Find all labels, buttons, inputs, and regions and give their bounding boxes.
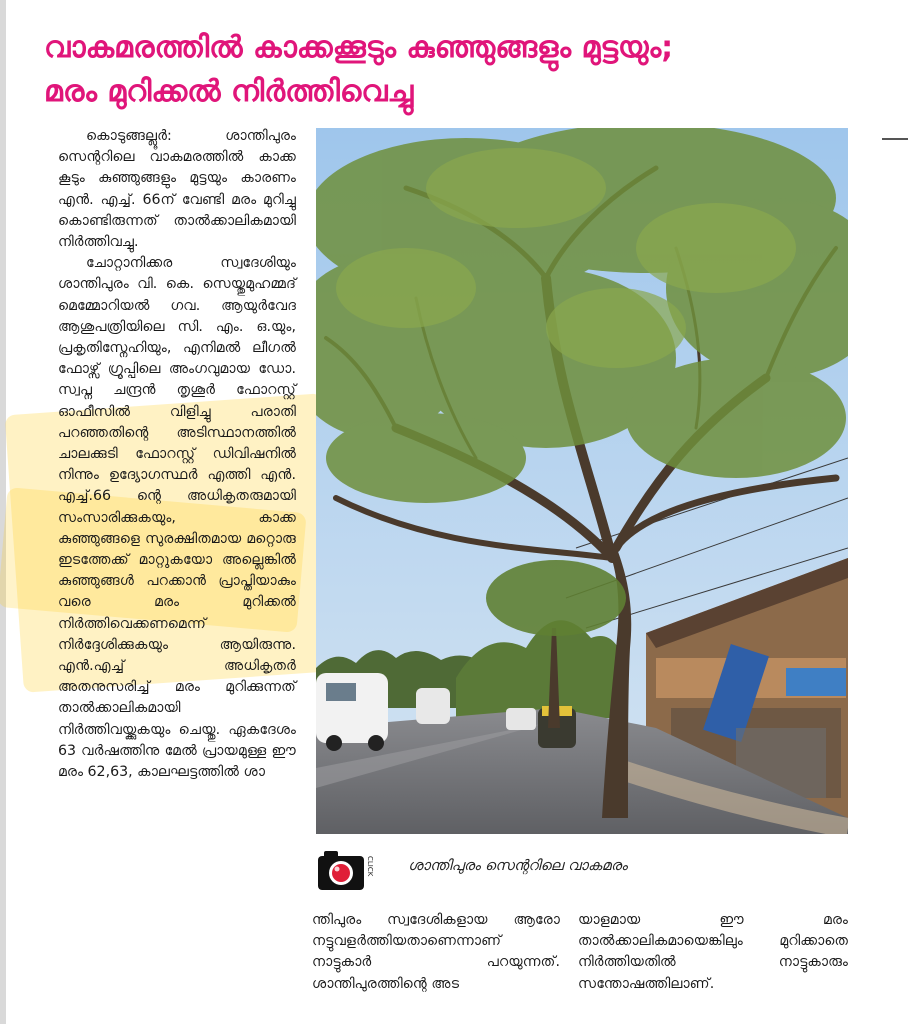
shop-signboard bbox=[786, 668, 846, 696]
article-paragraph-4: യാളമായ ഈ മരം താൽക്കാലികമായെങ്കിലും മുറിക്കാതെ നിർത്തിയതിൽ നാട്ടുകാരും സന്തോഷത്തിലാണ്. bbox=[578, 912, 848, 992]
article-paragraph-2: ചോറ്റാനിക്കര സ്വദേശിയും ശാന്തിപുരം വി. കെ. സെയ്തുമുഹമ്മദ് മെമ്മോറിയൽ ഗവ. ആയുർവേദ ആശുപത്രിയിലെ സി. എം. ഒ.യും, പ്രകൃതിസ്നേഹിയും, എനിമൽ ലീഗൽ ഫോഴ്സ് ഗ്രൂപ്പിലെ അംഗവുമായ ഡോ. സ്വപ്ന ചന്ദ്രൻ തൃശൂർ ഫോറസ്റ്റ് ഓഫീസിൽ വിളിച്ചു പരാതി പറഞ്ഞതിന്റെ അടിസ്ഥാനത്തിൽ ചാലക്കുടി ഫോറസ്റ്റ് ഡിവിഷനിൽ നിന്നും ഉദ്യോഗസ്ഥർ എത്തി എൻ. എച്ച്.66 ന്റെ അധികൃതരുമായി സംസാരിക്കുകയും, കാക്ക കുഞ്ഞുങ്ങളെ സുരക്ഷിതമായ മറ്റൊരു ഇടത്തേക്ക് മാറ്റുകയോ അല്ലെങ്കിൽ കുഞ്ഞുങ്ങൾ പറക്കാൻ പ്രാപ്തിയാകും വരെ മരം മുറിക്കൽ നിർത്തിവെക്കണമെന്ന് നിർദ്ദേശിക്കുകയും ആയിരുന്നു. എൻ.എച്ച് അധികൃതർ അതനുസരിച്ച് മരം മുറിക്കുന്നത് താൽക്കാലികമായി നിർത്തിവയ്ക്കുകയും ചെയ്തു. ഏകദേശം 63 വർഷത്തിനു മേൽ പ്രായമുള്ള ഈ മരം 62,63, കാലഘട്ടത്തിൽ ശാ bbox=[58, 255, 296, 781]
article-column-1 bbox=[58, 126, 296, 783]
small-tree bbox=[486, 560, 626, 636]
white-bus bbox=[416, 688, 450, 724]
photo-caption-row bbox=[316, 848, 876, 892]
headline-line-2: മരം മുറിക്കൽ നിർത്തിവെച്ചു bbox=[44, 74, 414, 109]
article-column-2 bbox=[312, 910, 560, 995]
article-column-3 bbox=[578, 910, 848, 995]
column-marker bbox=[882, 138, 908, 140]
photo-caption: ശാന്തിപുരം സെന്ററിലെ വാകമരം bbox=[408, 858, 628, 874]
camera-icon bbox=[316, 848, 374, 892]
headline-line-1: വാകമരത്തിൽ കാക്കക്കൂടും കുഞ്ഞുങ്ങളും മുട്ടയും; bbox=[44, 30, 674, 65]
news-photo bbox=[316, 128, 848, 834]
camera-badge-text: CLICK bbox=[366, 856, 374, 877]
article-paragraph-3: ന്തിപുരം സ്വദേശികളായ ആരോ നട്ടുവളർത്തിയതാണെന്നാണ് നാട്ടുകാർ പറയുന്നത്. ശാന്തിപുരത്തിന്റെ അട bbox=[312, 912, 560, 992]
tree-photo-illustration bbox=[316, 128, 848, 834]
headline bbox=[44, 26, 904, 114]
car bbox=[506, 708, 536, 730]
article-paragraph-1: കൊടുങ്ങല്ലൂർ: ശാന്തിപുരം സെന്ററിലെ വാകമരത്തിൽ കാക്ക കൂടും കുഞ്ഞുങ്ങളും മുട്ടയും കാരണം എൻ. എച്ച്. 66ന് വേണ്ടി മരം മുറിച്ചു കൊണ്ടിരുന്നത് താൽക്കാലികമായി നിർത്തിവച്ചു. bbox=[58, 128, 296, 251]
